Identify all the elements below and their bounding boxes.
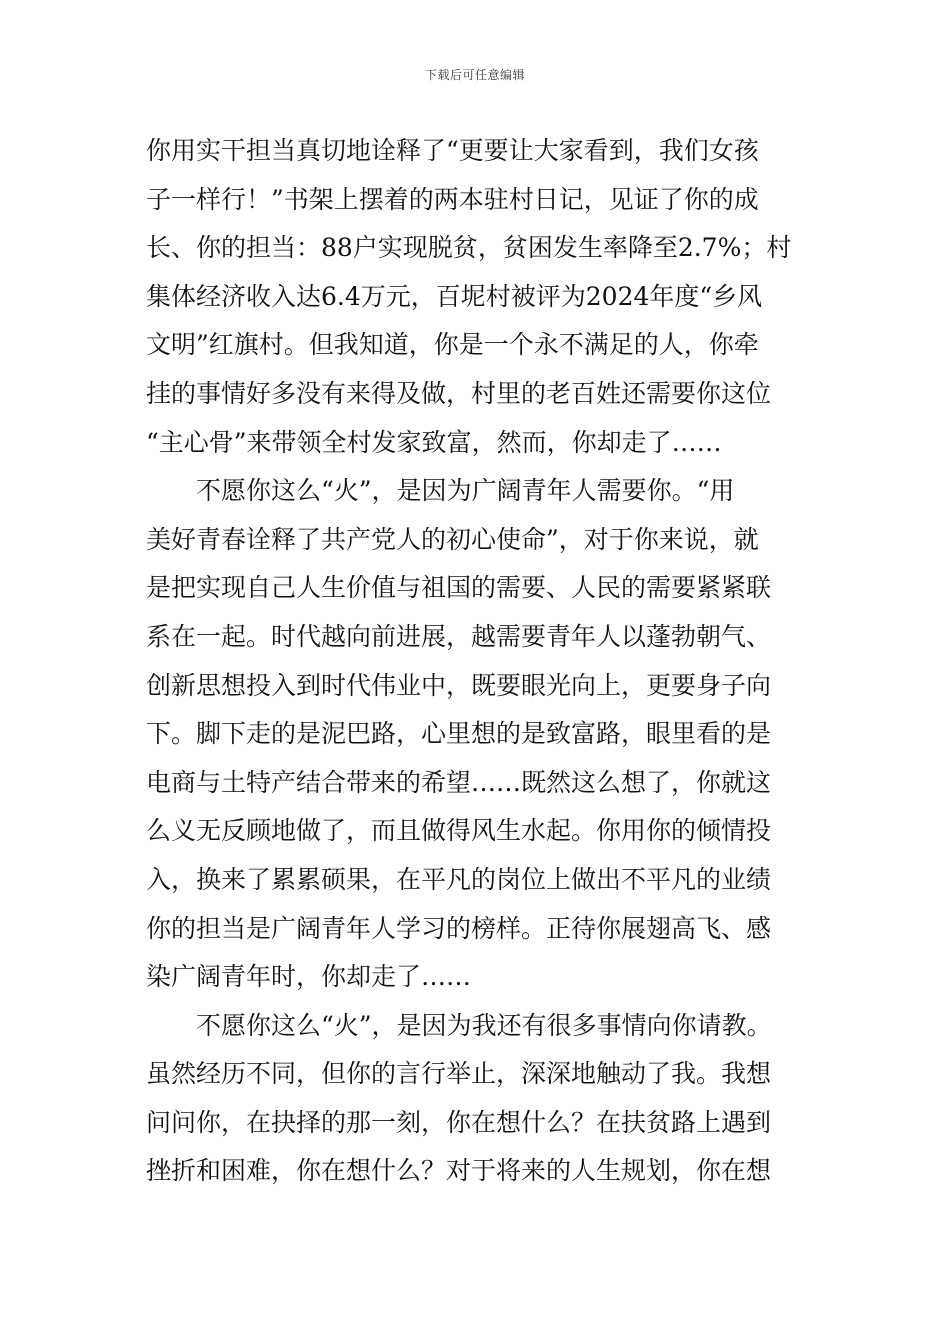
text-line: 集体经济收入达6.4万元，百坭村被评为2024年度“乡风 [146,281,763,311]
text-line: 下。脚下走的是泥巴路，心里想的是致富路，眼里看的是 [146,719,772,749]
text-line: 电商与土特产结合带来的希望……既然这么想了，你就这 [146,767,772,797]
text-line: 不愿你这么“火”，是因为我还有很多事情向你请教。 [146,1010,772,1040]
text-line: 文明”红旗村。但我知道，你是一个永不满足的人，你牵 [146,330,759,360]
text-line: 挂的事情好多没有来得及做，村里的老百姓还需要你这位 [146,378,772,408]
text-line: 挫折和困难，你在想什么？对于将来的人生规划，你在想 [146,1156,772,1186]
text-line: 子一样行！”书架上摆着的两本驻村日记，见证了你的成 [146,184,759,214]
text-line: 美好青春诠释了共产党人的初心使命”，对于你来说，就 [146,524,759,554]
text-line: 长、你的担当：88户实现脱贫，贫困发生率降至2.7%；村 [146,233,792,263]
text-line: 创新思想投入到时代伟业中，既要眼光向上，更要身子向 [146,670,772,700]
paragraph-1 [146,127,836,467]
text-line: “主心骨”来带领全村发家致富，然而，你却走了…… [146,427,722,457]
paragraph-3 [146,1002,836,1196]
text-line: 系在一起。时代越向前进展，越需要青年人以蓬勃朝气、 [146,621,772,651]
text-line: 么义无反顾地做了，而且做得风生水起。你用你的倾情投 [146,816,772,846]
text-line: 你用实干担当真切地诠释了“更要让大家看到，我们女孩 [146,136,759,165]
page-header: 下载后可任意编辑 [424,68,525,82]
document-body [146,127,836,1196]
text-line: 你的担当是广阔青年人学习的榜样。正待你展翅高飞、感 [146,913,772,943]
text-line: 是把实现自己人生价值与祖国的需要、人民的需要紧紧联 [146,573,772,603]
text-line: 入，换来了累累硕果，在平凡的岗位上做出不平凡的业绩 [146,864,772,894]
text-line: 染广阔青年时，你却走了…… [146,962,472,992]
text-line: 虽然经历不同，但你的言行举止，深深地触动了我。我想 [146,1059,772,1089]
paragraph-2 [146,467,836,1002]
text-line: 不愿你这么“火”，是因为广阔青年人需要你。“用 [146,476,735,506]
text-line: 问问你，在抉择的那一刻，你在想什么？在扶贫路上遇到 [146,1107,772,1137]
